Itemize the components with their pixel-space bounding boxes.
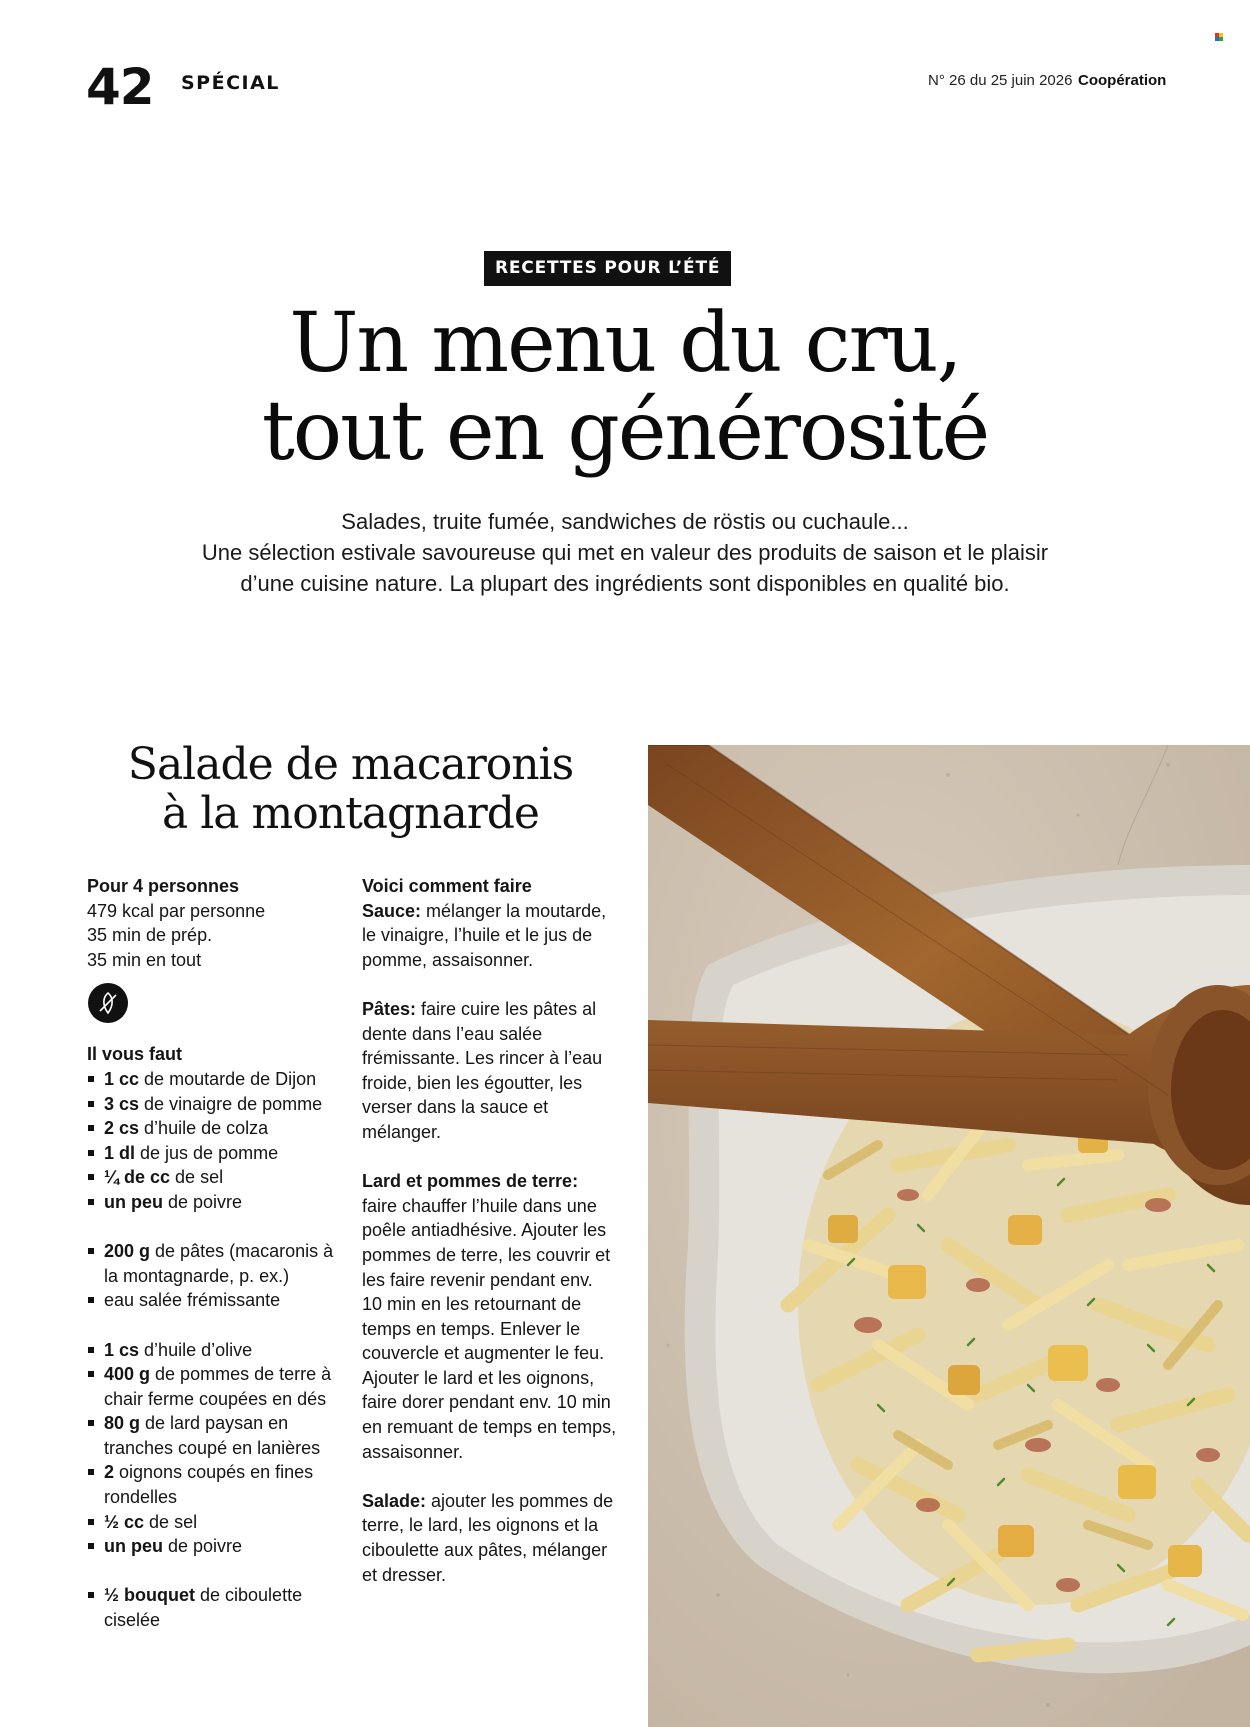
recipe-title-line-1: Salade de macaronis xyxy=(127,739,574,790)
intro-line-3: d’une cuisine nature. La plupart des ingrédients sont disponibles en qualité bio. xyxy=(240,571,1010,596)
servings: Pour 4 personnes xyxy=(87,876,240,896)
list-item: 1 dl de jus de pomme xyxy=(87,1141,347,1166)
step-salad: Salade: ajouter les pommes de terre, le lard, les oignons et la ciboulette aux pâtes, mélanger et dresser. xyxy=(362,1490,614,1585)
recipe-meta xyxy=(87,874,347,972)
page-number: 42 xyxy=(86,58,154,116)
list-item: 400 g de pommes de terre à chair ferme coupées en dés xyxy=(87,1362,347,1411)
headline-line-1: Un menu du cru, xyxy=(289,296,961,391)
step-pasta: Pâtes: faire cuire les pâtes al dente dans l’eau salée frémissante. Les rincer à l’eau froide, bien les égoutter, les verser dans la sauce et mélanger. xyxy=(362,998,603,1142)
ingredient-group-garnish xyxy=(87,1583,347,1632)
prep-time: 35 min de prép. xyxy=(87,925,213,946)
ingredient-group-sauce xyxy=(87,1067,347,1215)
total-time: 35 min en tout xyxy=(87,949,202,970)
intro-line-2: Une sélection estivale savoureuse qui met en valeur des produits de saison et le plaisir xyxy=(201,540,1049,565)
recipe-title-line-2: à la montagnarde xyxy=(162,788,539,839)
page-headline xyxy=(0,296,1250,479)
step-sauce: Sauce: mélanger la moutarde, le vinaigre, l’huile et le jus de pomme, assaisonner. xyxy=(362,900,607,970)
color-registration-mark-icon xyxy=(1215,33,1225,41)
step-bacon-potatoes: Lard et pommes de terre: faire chauffer l’huile dans une poêle antiadhésive. Ajouter les pommes de terre, les couvrir et les faire revenir pendant env. 10 min en les retournant de temps en temps. Enlever le couvercle et augmenter le feu. Ajouter le lard et les oignons, faire dorer pendant env. 10 min en remuant de temps en temps, assaisonner. xyxy=(362,1171,617,1462)
section-label: SPÉCIAL xyxy=(181,72,280,94)
recipe-title xyxy=(88,740,613,838)
list-item: ¼ de cc de sel xyxy=(87,1165,347,1190)
ingredients-column xyxy=(87,874,347,1633)
ingredient-group-bacon-potatoes xyxy=(87,1338,347,1559)
intro-line-1: Salades, truite fumée, sandwiches de röstis ou cuchaule... xyxy=(341,509,909,534)
issue-info: N° 26 du 25 juin 2026 xyxy=(928,72,1073,89)
list-item: 2 oignons coupés en fines rondelles xyxy=(87,1460,347,1509)
list-item: ½ cc de sel xyxy=(87,1510,347,1535)
headline-line-2: tout en générosité xyxy=(261,384,989,479)
ingredients-heading: Il vous faut xyxy=(87,1044,183,1065)
list-item: ½ bouquet de ciboulette ciselée xyxy=(87,1583,347,1632)
recipe-photo xyxy=(648,745,1250,1727)
method-column xyxy=(362,874,617,1612)
magazine-name: Coopération xyxy=(1078,72,1167,89)
list-item: un peu de poivre xyxy=(87,1534,347,1559)
list-item: 200 g de pâtes (macaronis à la montagnarde, p. ex.) xyxy=(87,1239,347,1288)
kcal: 479 kcal par personne xyxy=(87,900,266,921)
list-item: 3 cs de vinaigre de pomme xyxy=(87,1092,347,1117)
list-item: 80 g de lard paysan en tranches coupé en lanières xyxy=(87,1411,347,1460)
pasta-salad-illustration xyxy=(648,745,1250,1727)
ingredient-group-pasta xyxy=(87,1239,347,1313)
intro-lead xyxy=(0,506,1250,599)
list-item: 2 cs d’huile de colza xyxy=(87,1116,347,1141)
list-item: 1 cs d’huile d’olive xyxy=(87,1338,347,1363)
kicker-label: RECETTES POUR L’ÉTÉ xyxy=(484,251,731,286)
list-item: 1 cc de moutarde de Dijon xyxy=(87,1067,347,1092)
method-heading: Voici comment faire xyxy=(362,876,532,896)
list-item: un peu de poivre xyxy=(87,1190,347,1215)
vegetarian-icon xyxy=(88,983,128,1023)
list-item: eau salée frémissante xyxy=(87,1288,347,1313)
